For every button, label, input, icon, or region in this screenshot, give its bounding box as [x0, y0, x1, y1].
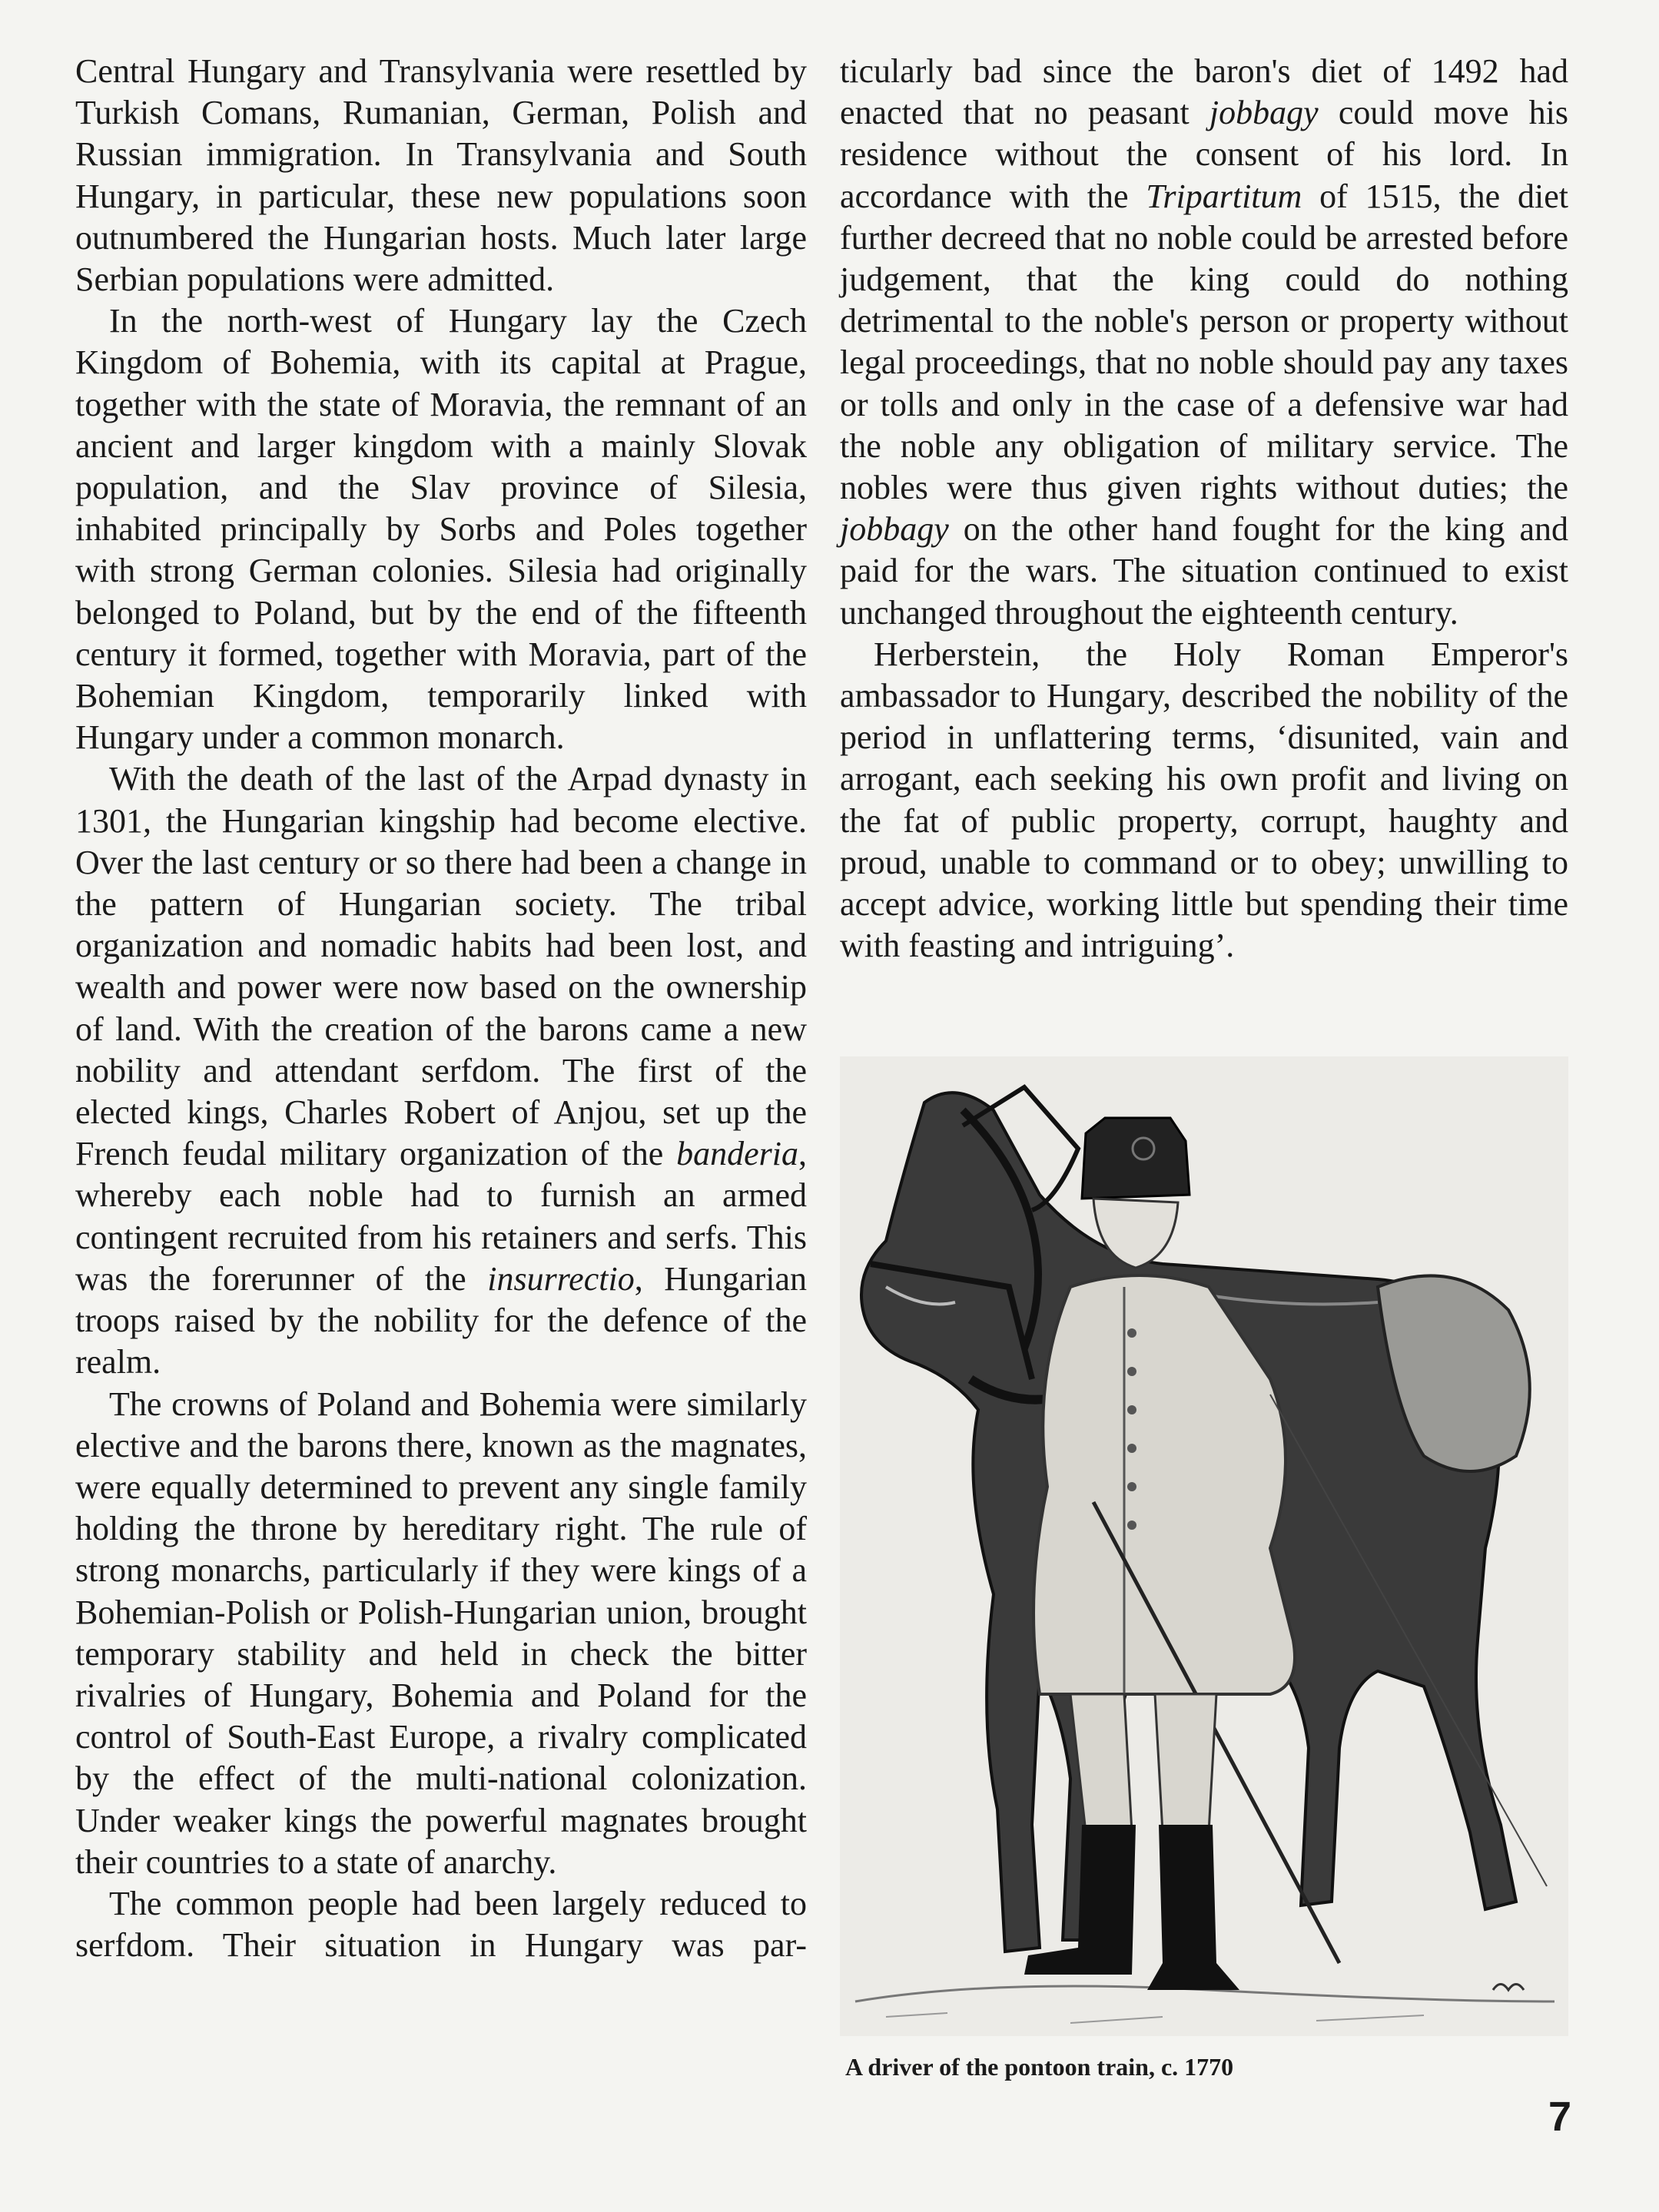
paragraph: In the north-west of Hungary lay the Czech Kingdom of Bohemia, with its capital at Prague, together with the state of Moravia, the remnant of an ancient and larger kingdom with a mainly Slovak population, and the Slav province of Silesia, inhabited principally by Sorbs and Poles together with strong German colonies. Silesia had originally belonged to Poland, but by the end of the fifteenth century it formed, together with Moravia, part of the Bohemian Kingdom, temporarily linked with Hungary under a common monarch.: [75, 302, 807, 757]
paragraph: The crowns of Poland and Bohemia were similarly elective and the barons there, known as the magnates, were equally determined to prevent any single family holding the throne by hereditary right. The rule of strong monarchs, particularly if they were kings of a Bohemian-Polish or Polish-Hungarian union, brought temporary stability and held in check the bitter rivalries of Hungary, Bohemia and Poland for the control of South-East Europe, a rivalry complicated by the effect of the multi-national colonization. Under weaker kings the powerful magnates brought their countries to a state of anarchy.: [75, 1385, 807, 1881]
italic-term-insurrectio: insurrectio: [487, 1259, 635, 1298]
text-run: on the other hand fought for the king and paid for the wars. The situation continued to exist unchanged throughout the eighteenth century.: [840, 510, 1568, 632]
text-run: With the death of the last of the Arpad dynasty in 1301, the Hungarian kingship had become elective. Over the last century or so there had been a change in the pattern of Hungarian society. The tribal organization and nomadic habits had been lost, and wealth and power were now based on the ownership of land. With the creation of the barons came a new nobility and attendant serfdom. The first of the elected kings, Charles Robert of Anjou, set up the French feudal military organization of the: [75, 760, 807, 1173]
illustration-drawing: [840, 1056, 1568, 2036]
illustration-driver-with-horse: [840, 1056, 1568, 2036]
paragraph: [840, 51, 1568, 634]
paragraph: The common people had been largely reduced to serfdom. Their situation in Hungary was par-: [75, 1884, 807, 1965]
italic-term-banderia: banderia: [676, 1135, 798, 1173]
figure-caption: A driver of the pontoon train, c. 1770: [845, 2053, 1234, 2081]
text-run: , whereby each noble had to furnish an armed contingent recruited from his retainers and serfs. This was the forerunner of the: [75, 1135, 807, 1298]
right-text-column: [840, 51, 1568, 967]
italic-term-jobbagy: jobbagy: [840, 510, 949, 549]
left-text-column: [75, 51, 807, 1966]
paragraph: [75, 758, 807, 1383]
italic-term-jobbagy: jobbagy: [1209, 94, 1319, 132]
text-run: , Hungarian troops raised by the nobility for the defence of the realm.: [75, 1259, 807, 1381]
text-run: of 1515, the diet further decreed that no noble could be arrested before judgement, that the king could do nothing detrimental to the noble's person or property without legal proceedings, that no noble should pay any taxes or tolls and only in the case of a defensive war had the noble any obligation of military service. The nobles were thus given rights without duties; the: [840, 177, 1569, 507]
text-run: could move his residence without the consent of his lord. In accordance with the: [840, 94, 1569, 215]
page-number: 7: [1548, 2094, 1571, 2140]
italic-term-tripartitum: Tripartitum: [1146, 177, 1302, 215]
text-run: ticularly bad since the baron's diet of 1492 had enacted that no peasant: [840, 52, 1568, 132]
paragraph: Central Hungary and Transylvania were resettled by Turkish Comans, Rumanian, German, Polish and Russian immigration. In Transylvania and South Hungary, in particular, these new populations soon outnumbered the Hungarian hosts. Much later large Serbian populations were admitted.: [75, 52, 807, 299]
paragraph: Herberstein, the Holy Roman Emperor's ambassador to Hungary, described the nobility of the period in unflattering terms, ‘disunited, vain and arrogant, each seeking his own profit and living on the fat of public property, corrupt, haughty and proud, unable to command or to obey; unwilling to accept advice, working little but spending their time with feasting and intriguing’.: [840, 635, 1568, 965]
